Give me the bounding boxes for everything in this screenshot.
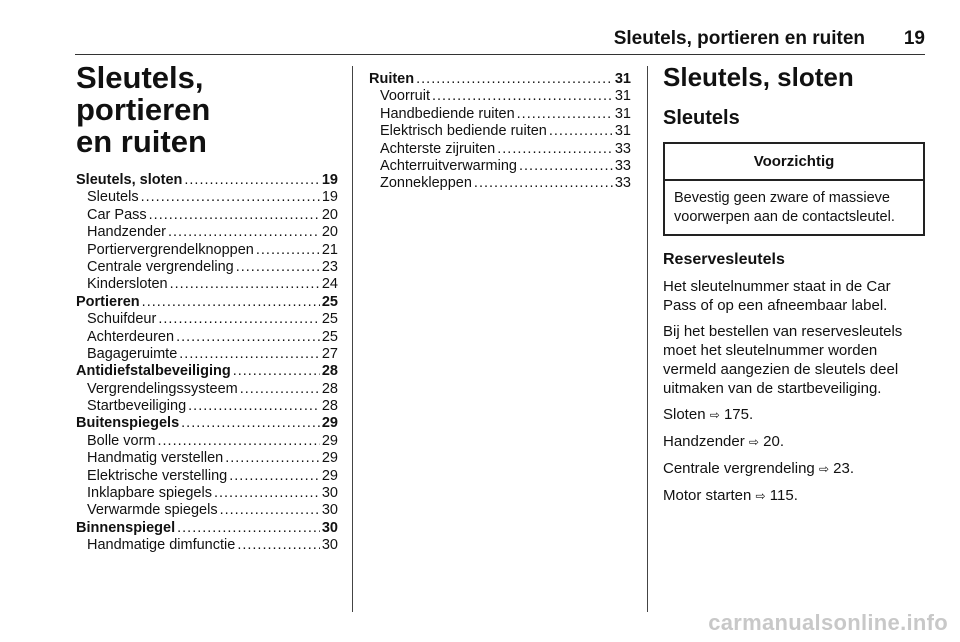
toc-leader-dots [416, 71, 613, 88]
toc-entry-title: Achterruitverwarming [380, 157, 517, 174]
caution-box [663, 142, 925, 236]
section-heading: Sleutels, sloten [663, 62, 854, 92]
toc-entry-title: Startbeveiliging [87, 398, 187, 415]
toc-entry[interactable] [76, 415, 338, 432]
toc-entry-title: Handmatig verstellen [87, 450, 224, 467]
toc-entry-page: 33 [614, 140, 631, 157]
toc-entry-page: 29 [321, 467, 338, 484]
toc-entry[interactable] [369, 71, 631, 88]
toc-entry-page: 30 [321, 537, 338, 554]
toc-entry-page: 21 [321, 241, 338, 258]
toc-entry-page: 31 [614, 71, 631, 87]
toc-entry-page: 33 [614, 157, 631, 174]
toc-leader-dots [149, 207, 320, 224]
toc-entry-title: Handmatige dimfunctie [87, 537, 236, 554]
toc-entry-title: Voorruit [380, 88, 430, 105]
toc-entry-title: Schuifdeur [87, 311, 157, 328]
toc-entry[interactable] [76, 398, 338, 415]
toc-leader-dots [141, 189, 320, 206]
toc-leader-dots [236, 259, 320, 276]
toc-leader-dots [229, 468, 320, 485]
toc-leader-dots [158, 433, 320, 450]
toc-entry-page: 25 [321, 293, 338, 310]
toc-entry-title: Handbediende ruiten [380, 105, 515, 122]
toc-entry-title: Sleutels [87, 189, 139, 206]
toc-entry-title: Sleutels, sloten [76, 172, 183, 188]
toc-entry[interactable] [76, 172, 338, 189]
toc-column-2 [369, 71, 631, 193]
toc-entry-page: 24 [321, 276, 338, 293]
toc-entry[interactable] [369, 158, 631, 175]
toc-entry-page: 19 [321, 189, 338, 206]
toc-entry-page: 20 [321, 224, 338, 241]
toc-leader-dots [517, 106, 613, 123]
reference-page: 175. [723, 406, 754, 423]
toc-entry-title: Achterste zijruiten [380, 140, 496, 157]
toc-entry-title: Ruiten [369, 71, 415, 87]
toc-entry-title: Car Pass [87, 206, 147, 223]
toc-entry[interactable] [76, 381, 338, 398]
chapter-title [76, 62, 346, 158]
toc-entry-page: 30 [321, 519, 338, 536]
header-title: Sleutels, portieren en ruiten [613, 28, 865, 49]
toc-entry-page: 31 [614, 123, 631, 140]
toc-entry-page: 31 [614, 88, 631, 105]
watermark: carmanualsonline.info [708, 610, 948, 635]
toc-entry-title: Vergrendelingssysteem [87, 380, 238, 397]
toc-leader-dots [549, 123, 613, 140]
running-header [75, 24, 925, 55]
toc-entry[interactable] [76, 189, 338, 206]
toc-entry-title: Portiervergrendelknoppen [87, 241, 254, 258]
toc-entry[interactable] [369, 88, 631, 105]
toc-entry-page: 29 [321, 415, 338, 432]
toc-entry-title: Binnenspiegel [76, 519, 176, 536]
caution-title: Voorzichtig [665, 144, 923, 181]
toc-entry[interactable] [369, 141, 631, 158]
reference-list [663, 405, 925, 506]
toc-entry-page: 29 [321, 432, 338, 449]
paragraph: Bij het bestellen van reservesleutels moet het sleutelnummer worden vermeld aangezien de sleutels deel uitmaken van de startbeveiliging. [663, 323, 903, 397]
toc-entry-page: 30 [321, 502, 338, 519]
reference-label: Sloten [663, 406, 706, 423]
toc-entry-title: Elektrische verstelling [87, 467, 228, 484]
page-reference-arrow-icon: ⇨ [818, 462, 829, 476]
toc-entry[interactable] [76, 259, 338, 276]
toc-entry-title: Bagageruimte [87, 345, 178, 362]
toc-entry-title: Centrale vergrendeling [87, 258, 234, 275]
toc-leader-dots [179, 346, 320, 363]
toc-leader-dots [170, 276, 320, 293]
toc-entry[interactable] [76, 537, 338, 554]
toc-entry-title: Portieren [76, 293, 140, 310]
toc-leader-dots [168, 224, 320, 241]
reference-label: Handzender [663, 433, 745, 450]
toc-entry[interactable] [369, 175, 631, 192]
toc-entry[interactable] [76, 207, 338, 224]
reference-page: 115. [769, 487, 798, 504]
toc-leader-dots [176, 329, 320, 346]
toc-entry-title: Inklapbare spiegels [87, 485, 212, 502]
page-reference-arrow-icon: ⇨ [709, 408, 720, 422]
toc-entry-title: Bolle vorm [87, 432, 156, 449]
page-number: 19 [903, 28, 925, 49]
toc-leader-dots [237, 537, 320, 554]
toc-entry[interactable] [76, 363, 338, 380]
reference-label: Centrale vergrendeling [663, 460, 815, 477]
toc-leader-dots [142, 294, 320, 311]
toc-entry[interactable] [76, 311, 338, 328]
toc-entry-title: Elektrisch bediende ruiten [380, 123, 547, 140]
paragraph: Het sleutelnummer staat in de Car Pass of op een afneembaar label. [663, 278, 891, 314]
toc-column-1 [76, 172, 338, 555]
toc-leader-dots [497, 141, 613, 158]
toc-entry-title: Zonnekleppen [380, 175, 472, 192]
toc-entry-page: 30 [321, 485, 338, 502]
toc-entry-page: 31 [614, 105, 631, 122]
column-divider-1 [352, 66, 353, 612]
toc-leader-dots [220, 502, 320, 519]
toc-entry[interactable] [76, 276, 338, 293]
cross-reference[interactable] [663, 459, 925, 479]
toc-entry-title: Handzender [87, 224, 166, 241]
toc-entry[interactable] [76, 224, 338, 241]
toc-entry[interactable] [76, 502, 338, 519]
subsection-title: Reservesleutels [663, 251, 785, 268]
cross-reference[interactable] [663, 486, 925, 506]
toc-entry-page: 25 [321, 328, 338, 345]
reference-label: Motor starten [663, 487, 752, 504]
toc-entry-title: Verwarmde spiegels [87, 502, 218, 519]
toc-leader-dots [256, 242, 320, 259]
toc-leader-dots [225, 450, 320, 467]
toc-entry[interactable] [76, 346, 338, 363]
toc-leader-dots [474, 175, 613, 192]
page-reference-arrow-icon: ⇨ [748, 435, 759, 449]
toc-entry[interactable] [76, 329, 338, 346]
toc-entry[interactable] [76, 485, 338, 502]
toc-entry-title: Buitenspiegels [76, 415, 180, 432]
toc-entry-page: 19 [321, 172, 338, 188]
toc-entry[interactable] [76, 242, 338, 259]
toc-leader-dots [158, 311, 320, 328]
toc-entry-title: Achterdeuren [87, 328, 175, 345]
page-reference-arrow-icon: ⇨ [755, 489, 766, 503]
toc-leader-dots [181, 415, 320, 432]
cross-reference[interactable] [663, 432, 925, 452]
toc-entry-page: 28 [321, 363, 338, 380]
toc-entry[interactable] [76, 294, 338, 311]
cross-reference[interactable] [663, 405, 925, 425]
toc-entry[interactable] [76, 468, 338, 485]
toc-leader-dots [240, 381, 320, 398]
toc-leader-dots [519, 158, 613, 175]
toc-leader-dots [177, 520, 320, 537]
column-divider-2 [647, 66, 648, 612]
chapter-title-line-2: en ruiten [76, 124, 207, 159]
toc-leader-dots [188, 398, 320, 415]
reference-page: 23. [833, 460, 855, 477]
toc-entry[interactable] [76, 450, 338, 467]
toc-entry-page: 28 [321, 398, 338, 415]
toc-entry-page: 23 [321, 258, 338, 275]
toc-entry[interactable] [76, 520, 338, 537]
toc-entry-title: Kindersloten [87, 276, 168, 293]
section-subheading: Sleutels [663, 107, 740, 129]
section-column [663, 62, 925, 506]
toc-entry-page: 33 [614, 175, 631, 192]
toc-entry-page: 27 [321, 345, 338, 362]
caution-text: Bevestig geen zware of massieve voorwerpen aan de contactsleutel. [674, 190, 895, 225]
toc-leader-dots [214, 485, 320, 502]
toc-entry[interactable] [369, 123, 631, 140]
toc-entry-page: 20 [321, 206, 338, 223]
toc-entry-title: Antidiefstalbeveiliging [76, 363, 231, 380]
toc-entry[interactable] [76, 433, 338, 450]
toc-entry-page: 25 [321, 311, 338, 328]
chapter-title-line-1: Sleutels, portieren [76, 60, 211, 127]
toc-entry-page: 29 [321, 450, 338, 467]
toc-leader-dots [432, 88, 613, 105]
reference-page: 20. [763, 433, 784, 450]
toc-entry[interactable] [369, 106, 631, 123]
toc-leader-dots [233, 363, 320, 380]
toc-entry-page: 28 [321, 380, 338, 397]
toc-leader-dots [184, 172, 319, 189]
